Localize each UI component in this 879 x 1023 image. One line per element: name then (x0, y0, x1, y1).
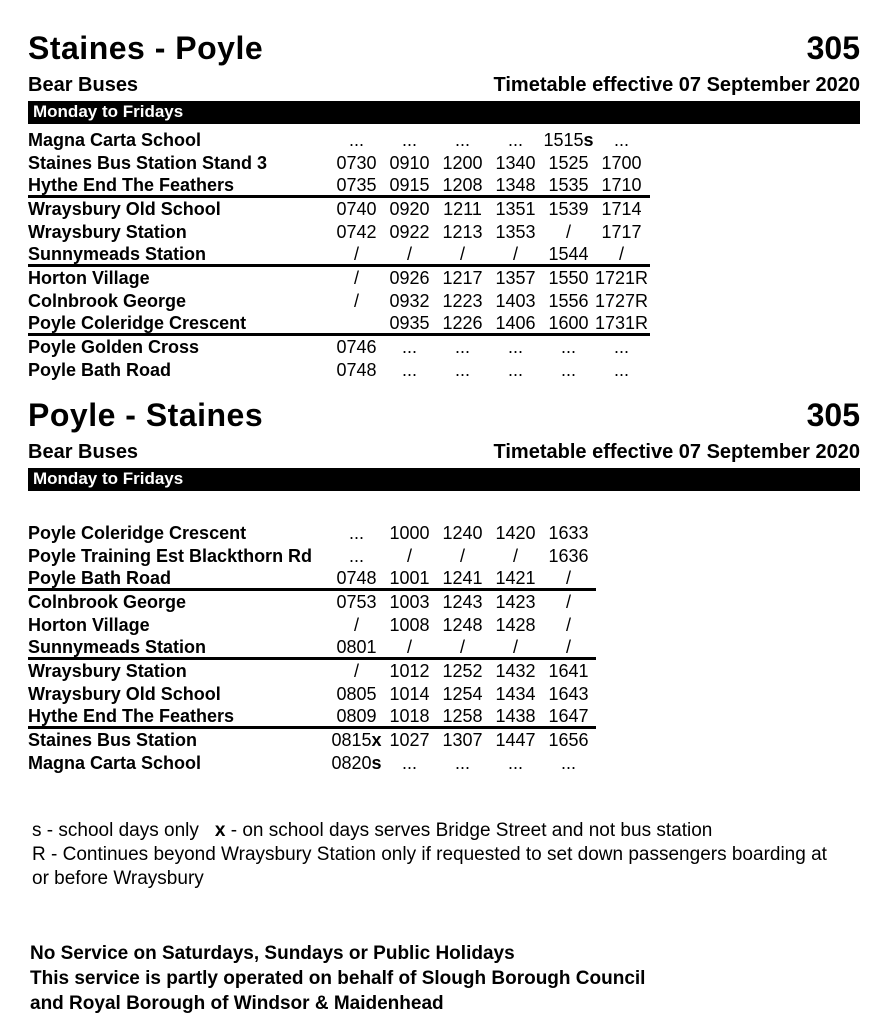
footnote-x-text: - on school days serves Bridge Street and not bus station (230, 820, 713, 841)
time-cell: 1717 (601, 222, 642, 242)
time-cell: 1248 (442, 615, 483, 635)
time-cell: ... (613, 337, 629, 357)
section-header (28, 30, 860, 67)
time-cell: 1357 (495, 268, 536, 288)
time-cell: 1003 (389, 592, 430, 612)
section-poyle-staines (28, 397, 860, 775)
stop-name: Wraysbury Station (28, 661, 187, 681)
time-cell: ... (560, 753, 576, 773)
time-cell: 1525 (548, 153, 589, 173)
time-cell: 1700 (601, 153, 642, 173)
time-cell: 0805 (336, 684, 377, 704)
footnote-line-sx (32, 819, 860, 843)
effective-date: Timetable effective 07 September 2020 (493, 74, 860, 96)
time-cell: 0922 (389, 222, 430, 242)
route-number: 305 (806, 397, 860, 433)
time-cell: 1340 (495, 153, 536, 173)
time-cell: 0820s (331, 753, 382, 773)
time-cell: ... (507, 130, 523, 150)
time-cell: 1240 (442, 523, 483, 543)
time-cell: 1252 (442, 661, 483, 681)
timetable-grid-return (28, 522, 860, 775)
table-row (28, 752, 596, 775)
time-cell: 1633 (548, 523, 589, 543)
time-cell: 1647 (548, 705, 589, 726)
time-cell: 1243 (442, 592, 483, 612)
section-header (28, 397, 860, 434)
stop-name: Wraysbury Station (28, 222, 187, 242)
table-row (28, 545, 596, 568)
time-cell: 1434 (495, 684, 536, 704)
notice-no-service: No Service on Saturdays, Sundays or Public Holidays (30, 943, 515, 964)
table-row (28, 614, 596, 637)
time-cell: ... (507, 337, 523, 357)
time-cell: 1721R (595, 268, 649, 288)
time-cell: 1000 (389, 523, 430, 543)
footnote-x-symbol: x (214, 820, 226, 841)
time-cell: 1539 (548, 199, 589, 219)
time-cell: 1535 (548, 174, 589, 195)
time-cell: ... (454, 130, 470, 150)
time-cell: 1438 (495, 705, 536, 726)
table-row (28, 683, 596, 706)
time-cell: ... (348, 546, 364, 566)
route-title: Staines - Poyle (28, 30, 264, 66)
notice-borough: and Royal Borough of Windsor & Maidenhead (30, 993, 444, 1014)
table-row (28, 336, 650, 359)
time-cell: / (512, 546, 518, 566)
table-row (28, 129, 650, 152)
stop-name: Poyle Coleridge Crescent (28, 312, 247, 333)
time-cell: / (618, 243, 624, 264)
time-cell: 1018 (389, 705, 430, 726)
time-cell: 1258 (442, 705, 483, 726)
notice-operated-behalf: This service is partly operated on behalf of Slough Borough Council (30, 968, 646, 989)
time-cell: 1223 (442, 291, 483, 311)
time-cell: ... (454, 360, 470, 380)
time-cell: / (459, 636, 465, 657)
stop-name: Staines Bus Station Stand 3 (28, 153, 268, 173)
route-title: Poyle - Staines (28, 397, 264, 433)
time-cell: 1217 (442, 268, 483, 288)
stop-name: Poyle Training Est Blackthorn Rd (28, 546, 313, 566)
stop-name: Sunnymeads Station (28, 636, 207, 657)
time-cell: ... (560, 360, 576, 380)
stop-name: Wraysbury Old School (28, 684, 221, 704)
table-row (28, 221, 650, 244)
time-cell: 0748 (336, 567, 377, 588)
time-cell: ... (348, 130, 364, 150)
time-cell: 0801 (336, 636, 377, 657)
time-cell: 0926 (389, 268, 430, 288)
time-cell: 1008 (389, 615, 430, 635)
stop-name: Horton Village (28, 615, 150, 635)
table-row (28, 244, 650, 267)
time-cell: ... (613, 130, 629, 150)
stop-name: Hythe End The Feathers (28, 174, 235, 195)
time-cell: 0742 (336, 222, 377, 242)
time-cell: 1348 (495, 174, 536, 195)
time-cell: 1447 (495, 730, 536, 750)
stop-name: Poyle Golden Cross (28, 337, 200, 357)
stop-name: Horton Village (28, 268, 150, 288)
time-cell: / (565, 592, 571, 612)
time-cell: / (406, 243, 412, 264)
day-banner: Monday to Fridays (28, 468, 860, 491)
table-row (28, 706, 596, 729)
time-cell: 1012 (389, 661, 430, 681)
time-cell: 0815x (331, 730, 382, 750)
time-cell: 1556 (548, 291, 589, 311)
time-cell: 1001 (389, 567, 430, 588)
footnote-s: s - school days only (32, 820, 199, 841)
table-row (28, 568, 596, 591)
table-row (28, 660, 596, 683)
time-cell: 0915 (389, 174, 430, 195)
time-cell: / (565, 567, 571, 588)
time-cell: ... (401, 130, 417, 150)
time-cell: 0735 (336, 174, 377, 195)
section-staines-poyle (28, 30, 860, 382)
time-cell: ... (454, 337, 470, 357)
time-cell: 1014 (389, 684, 430, 704)
time-cell: 1213 (442, 222, 483, 242)
time-cell: / (565, 222, 571, 242)
time-cell: 1656 (548, 730, 589, 750)
effective-date: Timetable effective 07 September 2020 (493, 441, 860, 463)
time-cell: / (565, 636, 571, 657)
time-cell: 1226 (442, 312, 483, 333)
time-cell: / (512, 636, 518, 657)
table-row (28, 729, 596, 752)
time-cell: ... (560, 337, 576, 357)
time-cell: / (459, 546, 465, 566)
day-banner: Monday to Fridays (28, 101, 860, 124)
stop-name: Wraysbury Old School (28, 199, 221, 219)
time-cell: / (459, 243, 465, 264)
stop-name: Poyle Coleridge Crescent (28, 523, 247, 543)
stop-name: Magna Carta School (28, 130, 202, 150)
time-cell: ... (348, 523, 364, 543)
time-cell: 1403 (495, 291, 536, 311)
time-cell: 1241 (442, 567, 483, 588)
time-cell: / (406, 636, 412, 657)
operator-name: Bear Buses (28, 441, 139, 463)
time-cell: 0935 (389, 312, 430, 333)
time-cell: 1643 (548, 684, 589, 704)
time-cell: 0746 (336, 337, 377, 357)
time-cell: 0748 (336, 360, 377, 380)
time-cell: / (353, 268, 359, 288)
time-cell: 1406 (495, 312, 536, 333)
time-cell: 1544 (548, 243, 589, 264)
time-cell: 1714 (601, 199, 642, 219)
stop-name: Sunnymeads Station (28, 243, 207, 264)
stop-name: Staines Bus Station (28, 730, 198, 750)
table-row (28, 637, 596, 660)
time-cell: ... (507, 360, 523, 380)
time-cell: 1710 (601, 174, 642, 195)
table-row (28, 290, 650, 313)
time-cell: 1307 (442, 730, 483, 750)
time-cell: / (565, 615, 571, 635)
table-row (28, 198, 650, 221)
table-row (28, 175, 650, 198)
time-cell: 1636 (548, 546, 589, 566)
stop-name: Colnbrook George (28, 291, 187, 311)
footnote-r-line1: R - Continues beyond Wraysbury Station only if requested to set down passengers boarding at (32, 844, 827, 865)
time-cell: 1428 (495, 615, 536, 635)
time-cell: 1423 (495, 592, 536, 612)
timetable-grid-outbound (28, 129, 860, 382)
table-row (28, 313, 650, 336)
time-cell: 0910 (389, 153, 430, 173)
table-row (28, 591, 596, 614)
time-cell: 1353 (495, 222, 536, 242)
time-cell: ... (454, 753, 470, 773)
table-row (28, 522, 596, 545)
time-cell: ... (613, 360, 629, 380)
time-cell: 1254 (442, 684, 483, 704)
time-cell: 1731R (595, 312, 649, 333)
service-notices (28, 941, 860, 1016)
time-cell: 1351 (495, 199, 536, 219)
time-cell: / (353, 615, 359, 635)
time-cell: 1420 (495, 523, 536, 543)
table-row (28, 152, 650, 175)
time-cell: / (406, 546, 412, 566)
time-cell: 0809 (336, 705, 377, 726)
time-cell: 1200 (442, 153, 483, 173)
stop-name: Poyle Bath Road (28, 360, 172, 380)
time-cell: 1550 (548, 268, 589, 288)
time-cell: / (512, 243, 518, 264)
time-cell: / (353, 661, 359, 681)
footnote-r-line2: or before Wraysbury (32, 868, 204, 889)
footnotes (28, 819, 860, 891)
section-subheader (28, 441, 860, 464)
time-cell: 1641 (548, 661, 589, 681)
time-cell: 1727R (595, 291, 649, 311)
route-number: 305 (806, 30, 860, 66)
stop-name: Hythe End The Feathers (28, 705, 235, 726)
time-cell: / (353, 291, 359, 311)
table-row (28, 267, 650, 290)
time-cell: 1027 (389, 730, 430, 750)
time-cell: 0730 (336, 153, 377, 173)
stop-name: Colnbrook George (28, 592, 187, 612)
time-cell: / (353, 243, 359, 264)
time-cell: 0920 (389, 199, 430, 219)
time-cell: ... (401, 360, 417, 380)
time-cell: 0932 (389, 291, 430, 311)
time-cell: ... (507, 753, 523, 773)
time-cell: 0740 (336, 199, 377, 219)
time-cell: 1600 (548, 312, 589, 333)
time-cell: 0753 (336, 592, 377, 612)
time-cell: 1432 (495, 661, 536, 681)
stop-name: Poyle Bath Road (28, 567, 172, 588)
time-cell: 1515s (543, 130, 594, 150)
time-cell: 1421 (495, 567, 536, 588)
stop-name: Magna Carta School (28, 753, 202, 773)
section-subheader (28, 74, 860, 97)
time-cell: ... (401, 337, 417, 357)
operator-name: Bear Buses (28, 74, 139, 96)
table-row (28, 359, 650, 382)
time-cell: 1208 (442, 174, 483, 195)
time-cell: ... (401, 753, 417, 773)
time-cell: 1211 (443, 199, 482, 219)
